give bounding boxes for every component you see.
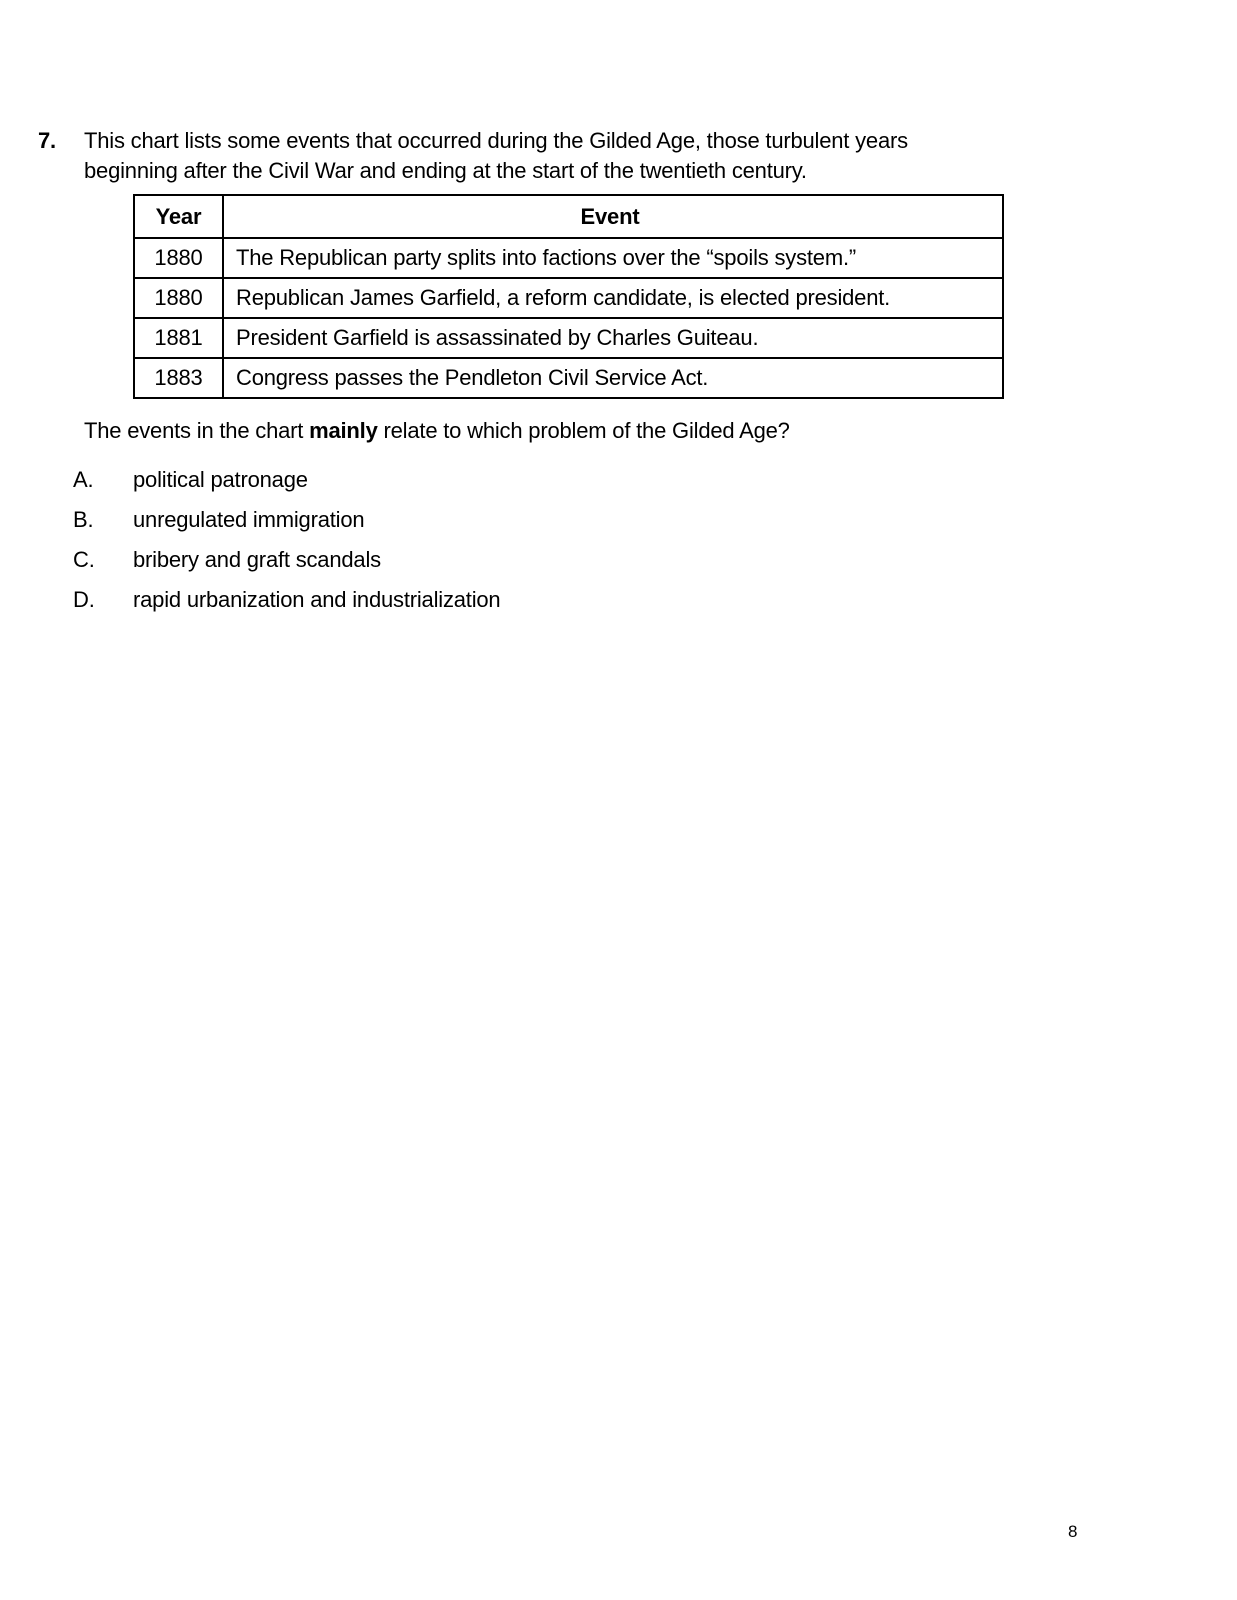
option-text: political patronage [133, 467, 308, 492]
option-text: rapid urbanization and industrialization [133, 587, 501, 612]
table-cell-year: 1880 [134, 278, 223, 318]
table-row [134, 318, 1003, 358]
answer-options [73, 468, 500, 628]
table-row [134, 358, 1003, 398]
table-cell-year: 1881 [134, 318, 223, 358]
answer-option-b [73, 508, 500, 532]
events-table [133, 194, 1004, 399]
table-cell-event: President Garfield is assassinated by Charles Guiteau. [223, 318, 1003, 358]
table-row [134, 238, 1003, 278]
option-letter: D. [73, 587, 95, 612]
table-header-year: Year [134, 195, 223, 238]
answer-option-a [73, 468, 500, 492]
table-cell-event: Congress passes the Pendleton Civil Service Act. [223, 358, 1003, 398]
table-cell-year: 1880 [134, 238, 223, 278]
table-cell-year: 1883 [134, 358, 223, 398]
answer-option-d [73, 588, 500, 612]
question-intro-text: This chart lists some events that occurred during the Gilded Age, those turbulent years beginning after the Civil War and ending at the start of the twentieth century. [84, 128, 908, 183]
option-text: unregulated immigration [133, 507, 365, 532]
option-text: bribery and graft scandals [133, 547, 381, 572]
option-letter: A. [73, 467, 94, 492]
page-number: 8 [1068, 1522, 1078, 1541]
option-letter: B. [73, 507, 94, 532]
table-header-row [134, 195, 1003, 238]
question-intro [38, 126, 1006, 186]
answer-option-c [73, 548, 500, 572]
question-prompt-bold: mainly [309, 418, 378, 443]
table-cell-event: The Republican party splits into factions over the “spoils system.” [223, 238, 1003, 278]
table-header-event: Event [223, 195, 1003, 238]
option-letter: C. [73, 547, 95, 572]
question-number: 7. [38, 128, 56, 153]
table-cell-event: Republican James Garfield, a reform candidate, is elected president. [223, 278, 1003, 318]
question-prompt-after: relate to which problem of the Gilded Age? [377, 418, 790, 443]
table-row [134, 278, 1003, 318]
question-prompt-before: The events in the chart [84, 418, 310, 443]
question-prompt [84, 416, 1084, 446]
